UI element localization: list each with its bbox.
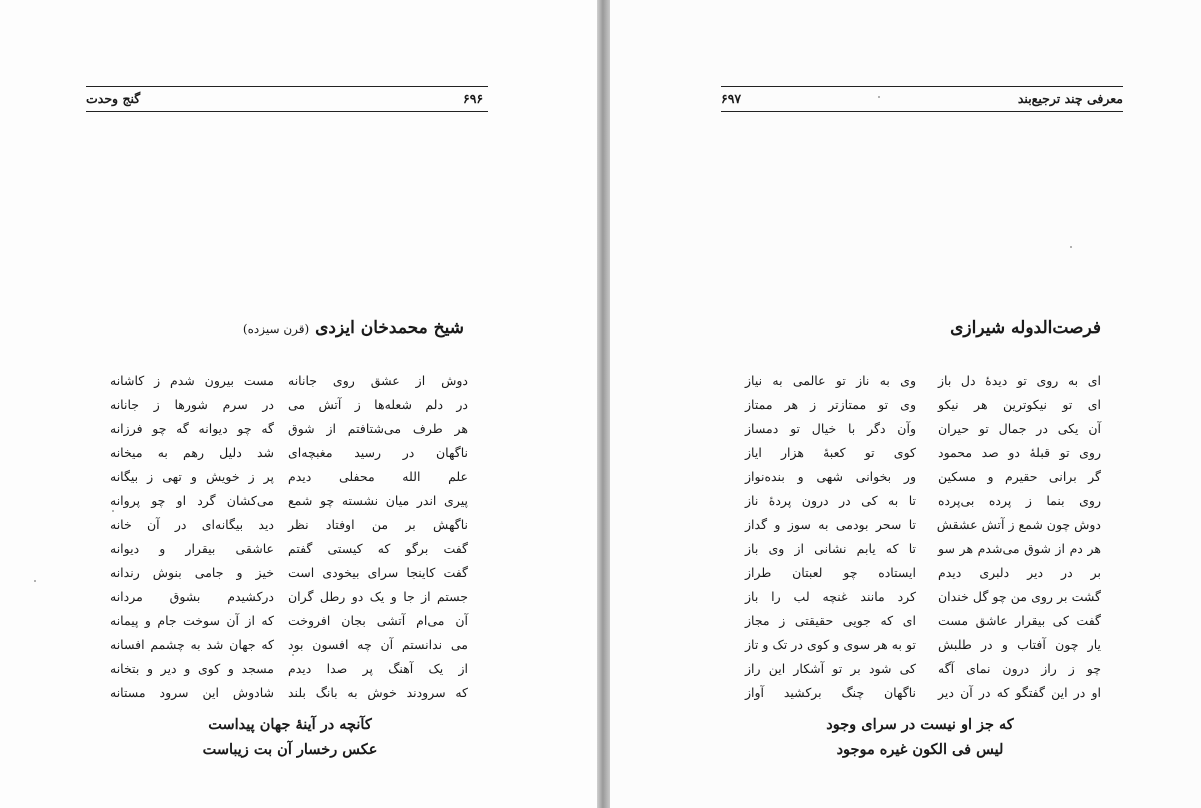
verse-line: وی به ناز تو عالمی به نیاز: [745, 373, 916, 388]
verse-line: گفت برگو که کیستی گفتم: [288, 541, 468, 556]
verse-line: ای به روی تو دیدهٔ دل باز: [938, 373, 1101, 388]
poem-title: [243, 318, 464, 338]
second-hemistich-column: [110, 369, 274, 705]
second-hemistich-column: [745, 369, 916, 705]
scan-speck: [34, 580, 36, 582]
poet-name: شیخ محمدخان ایزدی: [315, 318, 464, 338]
verse-line: ای تو نیکوترین هر نیکو: [938, 397, 1101, 412]
refrain-couplet: [180, 712, 400, 762]
verse-line: دوش چون شمع ز آتش عشقش: [936, 517, 1101, 532]
verse-line: گفت کی بیقرار عاشق مست: [938, 613, 1101, 628]
verse-line: که از آن سوخت جام و پیمانه: [110, 613, 274, 628]
verse-line: چو ز راز درون نمای آگه: [938, 661, 1101, 676]
refrain-line: لیس فی الکون غیره موجود: [836, 741, 1004, 758]
verse-line: شد دلیل رهم به میخانه: [110, 445, 274, 460]
verse-line: آن می‌ام آتشی بجان افروخت: [288, 613, 468, 628]
verse-line: تا به کی در درون پردهٔ ناز: [745, 493, 916, 508]
verse-line: آن یکی در جمال تو حیران: [938, 421, 1101, 436]
first-hemistich-column: [288, 369, 468, 705]
header-rule-bottom: [86, 111, 488, 112]
verse-line: ناگهان در رسید مغبچه‌ای: [288, 445, 468, 460]
verse-line: تا سحر بودمی به سوز و گداز: [745, 517, 916, 532]
verse-line: مست بیرون شدم ز کاشانه: [110, 373, 274, 388]
verse-line: دوش از عشق روی جانانه: [288, 373, 468, 388]
verse-line: گر برانی حقیرم و مسکین: [938, 469, 1101, 484]
verse-line: کرد مانند غنچه لب را باز: [745, 589, 916, 604]
scan-speck: [292, 654, 294, 656]
verse-line: وآن دگر با خیال تو دمساز: [745, 421, 916, 436]
verse-line: کوی تو کعبهٔ هزار ایاز: [745, 445, 916, 460]
verse-line: شادوش این سرود مستانه: [110, 685, 274, 700]
verse-line: از یک آهنگ پر صدا دیدم: [288, 661, 468, 676]
refrain-line: کآنچه در آینهٔ جهان پیداست: [208, 716, 372, 733]
verse-line: عاشقی بیقرار و دیوانه: [110, 541, 274, 556]
verse-line: در سرم شورها ز جانانه: [110, 397, 274, 412]
verse-line: ای که جویی حقیقتی ز مجاز: [745, 613, 916, 628]
refrain-couplet: [815, 712, 1025, 762]
verse-line: تو به هر سوی و کوی در تک و تاز: [745, 637, 916, 652]
verse-line: ناگهش بر من اوفتاد نظر: [288, 517, 468, 532]
verse-line: ایستاده چو لعبتان طراز: [745, 565, 916, 580]
scan-speck: [1070, 246, 1072, 248]
page-header-title: گنج وحدت: [86, 91, 141, 106]
verse-line: ور بخوانی شهی و بنده‌نواز: [745, 469, 916, 484]
verse-line: هر طرف می‌شتافتم از شوق: [288, 421, 468, 436]
verse-line: خیز و جامی بنوش رندانه: [110, 565, 274, 580]
verse-line: ناگهان چنگ برکشید آواز: [745, 685, 916, 700]
verse-line: می ندانستم آن چه افسون بود: [288, 637, 468, 652]
verse-line: پر ز خویش و تهی ز بیگانه: [110, 469, 274, 484]
header-rule-top: [86, 86, 488, 87]
verse-line: که جهان شد به چشمم افسانه: [110, 637, 274, 652]
verse-line: که سرودند خوش به بانگ بلند: [288, 685, 468, 700]
first-hemistich-column: [938, 369, 1101, 705]
verse-line: روی تو قبلهٔ دو صد محمود: [938, 445, 1101, 460]
header-rule-top: [721, 86, 1123, 87]
scan-speck: [878, 96, 880, 98]
poem-title: [950, 318, 1101, 338]
verse-line: در دلم شعله‌ها ز آتش می: [288, 397, 468, 412]
verse-line: یار چون آفتاب و در طلبش: [938, 637, 1101, 652]
verse-line: بر در دیر دلبری دیدم: [938, 565, 1101, 580]
page-number: ۶۹۷: [721, 91, 742, 106]
verse-line: روی بنما ز پرده بی‌پرده: [938, 493, 1101, 508]
verse-line: درکشیدم بشوق مردانه: [110, 589, 274, 604]
verse-line: گه چو دیوانه گه چو فرزانه: [110, 421, 274, 436]
verse-line: گشت بر روی من چو گل خندان: [938, 589, 1101, 604]
poet-century: (قرن سیزده): [242, 322, 310, 336]
poet-name: فرصت‌الدوله شیرازی: [950, 318, 1101, 338]
verse-line: وی تو ممتازتر ز هر ممتاز: [745, 397, 916, 412]
book-gutter: [597, 0, 610, 808]
verse-line: جستم از جا و یک دو رطل گران: [288, 589, 468, 604]
verse-line: علم الله محفلی دیدم: [288, 469, 468, 484]
scan-speck: [112, 510, 114, 512]
page-header-title: معرفی چند ترجیع‌بند: [1017, 91, 1123, 106]
verse-line: مسجد و کوی و دیر و بتخانه: [110, 661, 274, 676]
right-page: [610, 0, 1201, 808]
verse-line: تا که یابم نشانی از وی باز: [745, 541, 916, 556]
verse-line: پیری اندر میان نشسته چو شمع: [288, 493, 468, 508]
refrain-line: عکس رخسار آن بت زیباست: [202, 741, 378, 758]
header-rule-bottom: [721, 111, 1123, 112]
verse-line: کی شود بر تو آشکار این راز: [745, 661, 916, 676]
page-number: ۶۹۶: [463, 91, 484, 106]
verse-line: هر دم از شوق می‌شدم هر سو: [938, 541, 1101, 556]
verse-line: دید بیگانه‌ای در آن خانه: [110, 517, 274, 532]
left-page: [0, 0, 597, 808]
verse-line: می‌کشان گرد او چو پروانه: [110, 493, 274, 508]
refrain-line: که جز او نیست در سرای وجود: [826, 716, 1014, 733]
verse-line: او در این گفتگو که در آن دیر: [938, 685, 1101, 700]
verse-line: گفت کاینجا سرای بیخودی است: [288, 565, 468, 580]
